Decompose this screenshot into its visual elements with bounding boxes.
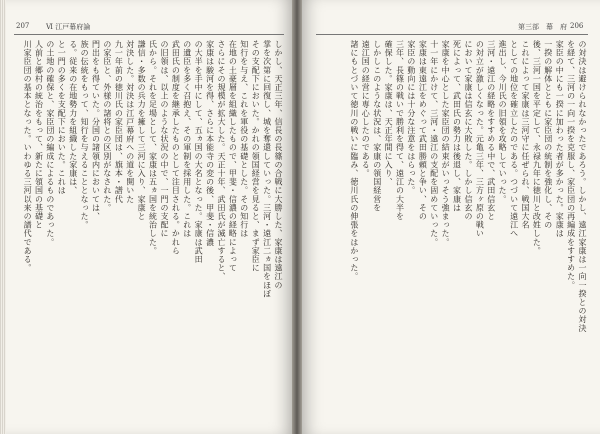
right-page xyxy=(300,0,600,434)
right-page-number: 206 xyxy=(570,22,584,30)
text-line: 知行を与え、これを軍役の基礎とした。その知行は xyxy=(239,40,249,238)
text-line: 謙信・多数の兵力を擁して三河に入り、家康と xyxy=(137,40,147,221)
text-line: の土地の確保と、家臣団の編成によるものであった。 xyxy=(45,40,55,247)
text-line: の家臣と、外様の諸将との区別がなされた。 xyxy=(102,40,112,212)
text-line: 九一年前の徳川氏の家臣団は、旗本・譜代 xyxy=(114,40,124,204)
text-line: を経て、三河の一向一揆を克服し、家臣団の再編成をすすめた。 xyxy=(566,40,576,290)
text-line: 家康は駿河を得、さらに本能寺の変の後、甲斐・信濃 xyxy=(205,40,215,247)
text-line: と一門の多くを支配下においた。これは xyxy=(57,40,67,195)
text-line: 遠江国の経営に専心したのである。 xyxy=(361,40,371,178)
left-running-title: Ⅵ 江戸幕府論 xyxy=(46,23,91,31)
text-line: 家臣の動向には十分な注意をはらった。 xyxy=(406,40,416,195)
left-page-number: 207 xyxy=(16,22,30,30)
text-line: 対決した。対決は江戸幕府への道を開いた xyxy=(125,40,135,204)
text-line: 家臣の中にも一揆に加わった者が多かった。家康は xyxy=(555,40,565,238)
text-line: において家康は信玄に大敗した。しかし信玄の xyxy=(463,40,473,221)
text-line: 死によって、武田氏の勢力は後退し、家康は xyxy=(452,40,462,212)
right-text-column xyxy=(318,40,588,420)
text-line: その支配下においた。かれの領国経営を見ると、まず家臣に xyxy=(251,40,261,273)
text-line: 十一年にかけて、三河・遠江の支配を固めていった。 xyxy=(429,40,439,247)
page-edge xyxy=(0,0,6,434)
text-line: 族の伝統をもって、知行を与えることとなった。 xyxy=(80,40,90,230)
book-gutter xyxy=(292,0,302,434)
text-line: 確保した。家康は、天正年間に入り、 xyxy=(384,40,394,187)
text-line: これによって家康は三河守に任ぜられ、戦国大名 xyxy=(520,40,530,230)
text-line: しかしこのような状況は、家康の領国経営を xyxy=(372,40,382,212)
text-line: 武田氏の制度を継承したものとして注目される。かれら xyxy=(171,40,181,255)
text-line: 三河・遠江の経略をすすめる中で、武田信玄と xyxy=(486,40,496,221)
text-line: 川家臣団の基本となった。いわゆる三河以来の譜代である。 xyxy=(23,40,33,273)
left-header-rule xyxy=(14,34,284,35)
text-line: 三年、長篠の戦いで勝利を得て、遠江の大半を xyxy=(395,40,405,221)
text-line: る。従来の在地勢力を組織した家康は、 xyxy=(68,40,78,195)
right-section-title: 第三部 幕 府 xyxy=(518,23,567,31)
text-line: の対立が激しくなった。元亀三年、三方ヶ原の戦い xyxy=(475,40,485,238)
text-line: の対決は避けられなかったであろう。しかし、遠江家康は一向一揆との対決 xyxy=(578,40,587,333)
left-running-head xyxy=(0,22,294,34)
text-line: 進出し、今川氏の旧領を攻略していった。 xyxy=(498,40,508,204)
text-line: 掌を次第に回復し、城を奪還していった。三河・遠江二ヵ国をほぼ xyxy=(262,40,272,298)
text-line: の大半を手中にして、五ヵ国の大名となった。家康は武田 xyxy=(194,40,204,264)
text-line: としての地位を確立したのである。つづいて遠江へ xyxy=(509,40,519,238)
text-line: 在地の土豪層を組織したもので、甲斐・信濃の経略によって xyxy=(228,40,238,273)
text-line: の遺臣を多く召抱え、その軍制を採用した。これは xyxy=(182,40,192,238)
left-text-column xyxy=(16,40,284,420)
text-line: 家康は東遠江をめぐって武田勝頼と争い、その xyxy=(418,40,428,221)
right-header-rule xyxy=(316,34,588,35)
text-line: 諸にもとづいて徳川の戦いに臨み、徳川氏の伸張をはかった。 xyxy=(349,40,359,281)
text-line: 一揆の解体とともに家臣団の統制を強化し、その xyxy=(543,40,553,230)
text-line: 門出をも得ていた。分国の諸領内においては、 xyxy=(91,40,101,221)
text-line: 氏から。それを足場として、家康は五ヵ国を統治した。 xyxy=(148,40,158,255)
text-line: しかし、天正三年、信長の長篠の合戦に大勝した、家康は遠江の xyxy=(274,40,283,290)
left-page xyxy=(0,0,294,434)
text-line: の旧領は、以上のような状況の中で、一門の支配に xyxy=(159,40,169,238)
right-running-head xyxy=(300,22,600,34)
text-line: 後、三河一国を平定して、永禄九年に徳川と改姓した。 xyxy=(532,40,542,255)
text-line: さらにその規模が拡大した。天正十年、武田氏が滅亡すると、 xyxy=(216,40,226,281)
text-line: 人前と郷村の統治をもって、新たに領国の基礎と xyxy=(34,40,44,230)
text-line: 家康を中心とした家臣団の結束がいっそう強まった。 xyxy=(441,40,451,247)
